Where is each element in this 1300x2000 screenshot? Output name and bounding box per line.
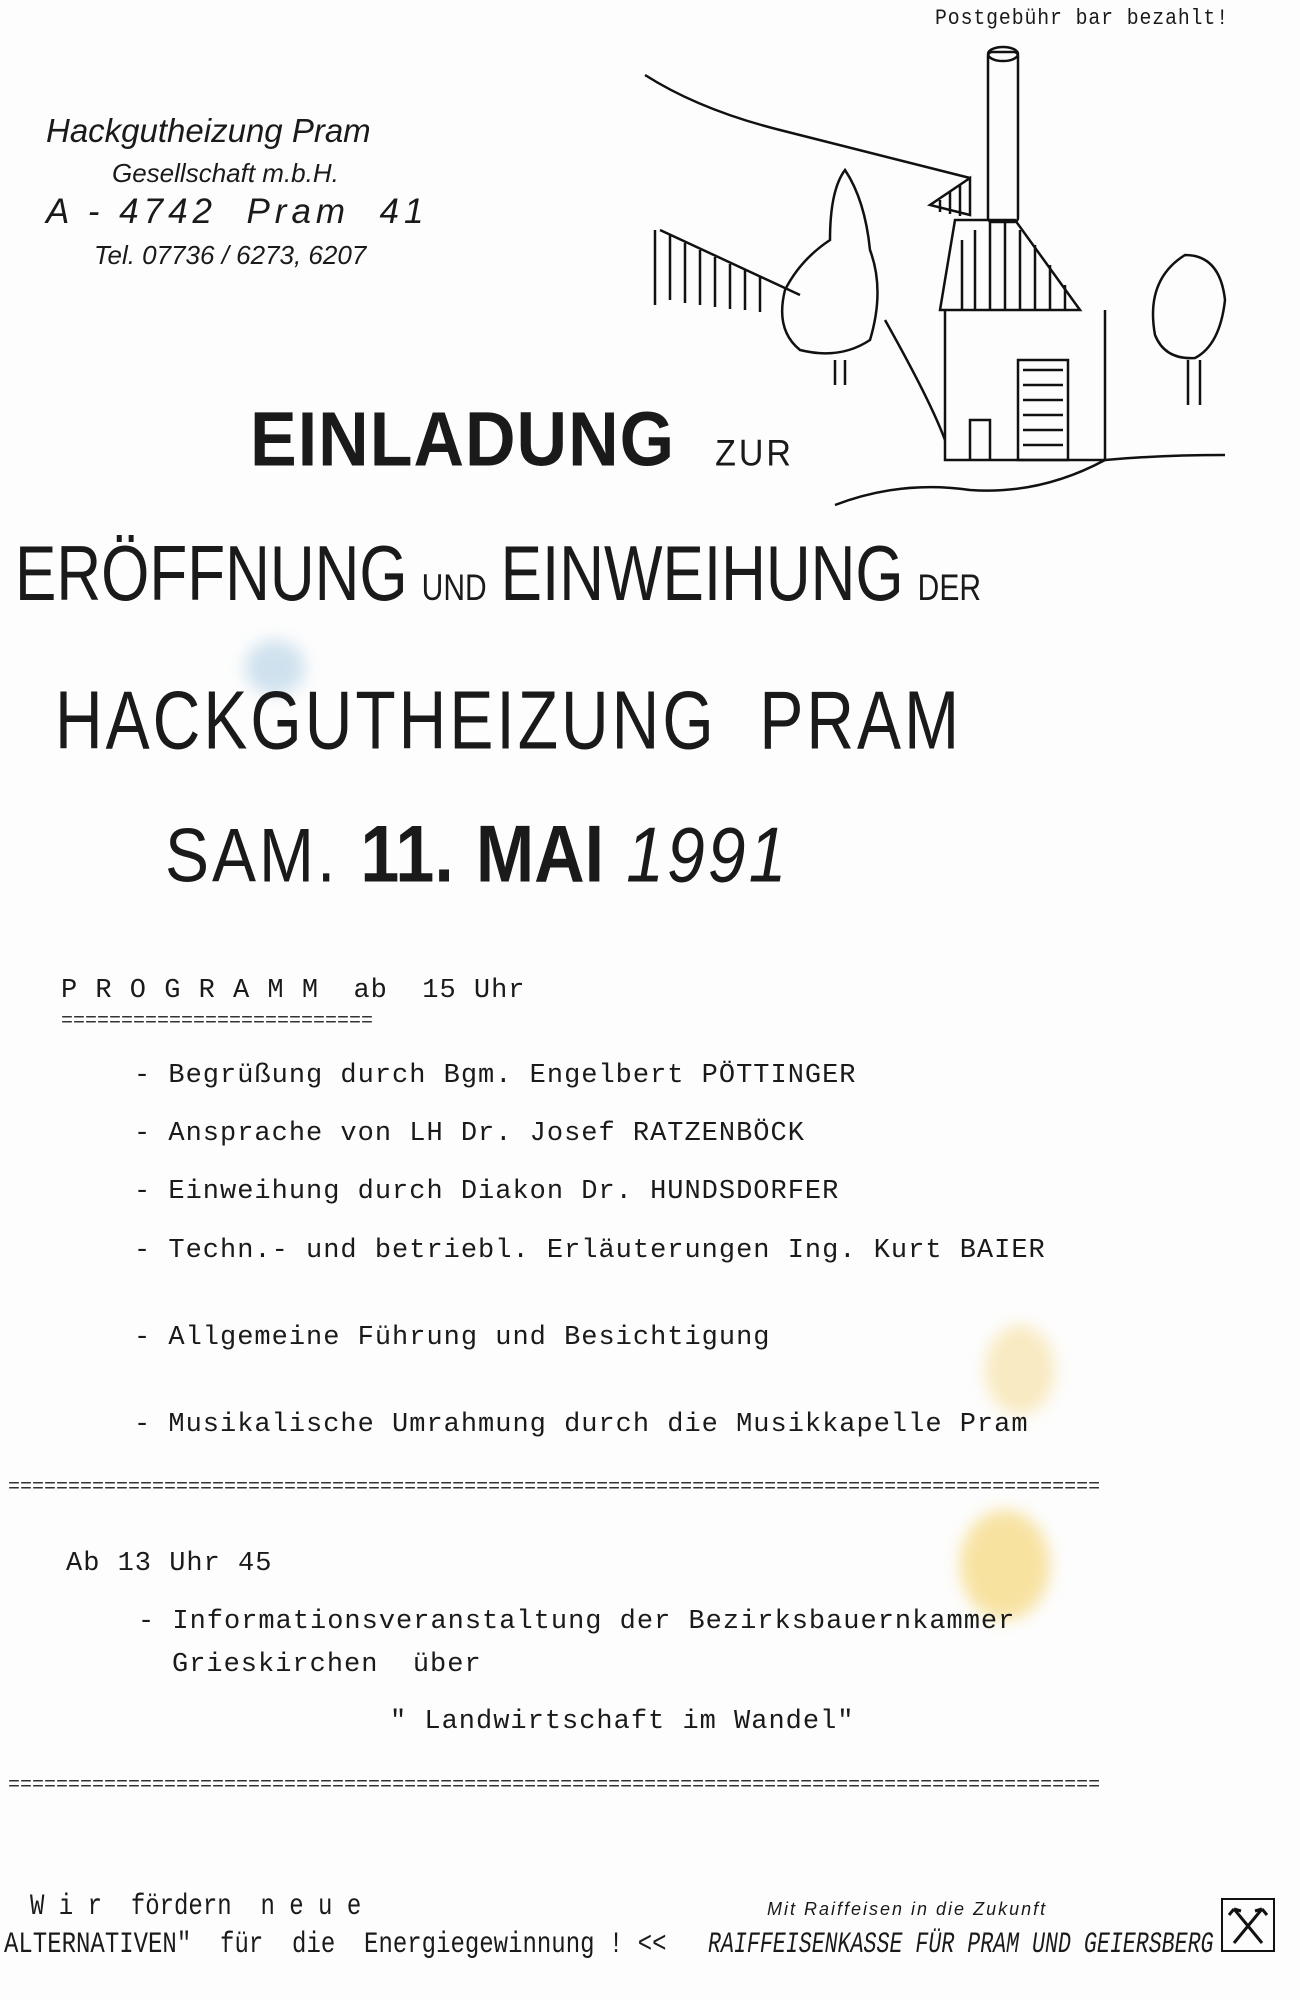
program-item: - Allgemeine Führung und Besichtigung <box>134 1323 771 1353</box>
headline-hackgutheizung-pram: HACKGUTHEIZUNG PRAM <box>55 673 963 766</box>
program-item: - Ansprache von LH Dr. Josef RATZENBÖCK <box>134 1119 805 1149</box>
headline-und: UND <box>421 567 487 609</box>
sender-name: Hackgutheizung Pram <box>46 112 371 149</box>
headline-row-invitation <box>250 395 794 483</box>
program-item: - Einweihung durch Diakon Dr. HUNDSDORFER <box>134 1177 840 1207</box>
raiffeisen-logo-icon <box>1220 1897 1276 1953</box>
sender-company: Gesellschaft m.b.H. <box>112 158 339 188</box>
separator-line: =========================================================================================== <box>8 1476 1101 1499</box>
program-item: - Begrüßung durch Bgm. Engelbert PÖTTINGER <box>134 1061 857 1091</box>
info-topic: " Landwirtschaft im Wandel" <box>390 1707 855 1737</box>
postage-note: Postgebühr bar bezahlt! <box>935 6 1229 31</box>
bank-name: RAIFFEISENKASSE FÜR PRAM UND GEIERSBERG <box>708 1928 1214 1962</box>
sender-phone: Tel. 07736 / 6273, 6207 <box>94 240 367 270</box>
program-title-underline: ========================== <box>61 1010 374 1033</box>
headline-einweihung: EINWEIHUNG <box>500 531 904 618</box>
program-item: - Techn.- und betriebl. Erläuterungen Ing. Kurt BAIER <box>134 1236 1046 1266</box>
date-year: 1991 <box>626 811 790 899</box>
bank-slogan: Mit Raiffeisen in die Zukunft <box>767 1899 1048 1919</box>
info-line: - Informationsveranstaltung der Bezirksbauernkammer <box>138 1607 1016 1637</box>
date-number: 11. <box>360 809 454 899</box>
headline-row-plant <box>55 672 962 767</box>
headline-row-opening <box>15 530 981 619</box>
program-title: P R O G R A M M ab 15 Uhr <box>61 976 526 1006</box>
headline-zur: ZUR <box>715 432 794 475</box>
sender-address: A - 4742 Pram 41 <box>46 192 429 231</box>
headline-der: DER <box>917 567 981 609</box>
info-time: Ab 13 Uhr 45 <box>66 1549 273 1579</box>
date-month: MAI <box>475 809 605 899</box>
date-day: SAM. <box>165 812 339 898</box>
info-line: Grieskirchen über <box>172 1650 482 1680</box>
separator-line: =========================================================================================== <box>8 1774 1101 1797</box>
headline-eroeffnung: ERÖFFNUNG <box>15 531 408 618</box>
headline-einladung: EINLADUNG <box>250 396 676 482</box>
program-item: - Musikalische Umrahmung durch die Musikkapelle Pram <box>134 1410 1029 1440</box>
event-date <box>165 808 789 900</box>
footer-slogan-line2: ALTERNATIVEN" für die Energiegewinnung ! << <box>4 1928 667 1962</box>
footer-slogan-line1: W i r fördern n e u e <box>30 1890 362 1924</box>
